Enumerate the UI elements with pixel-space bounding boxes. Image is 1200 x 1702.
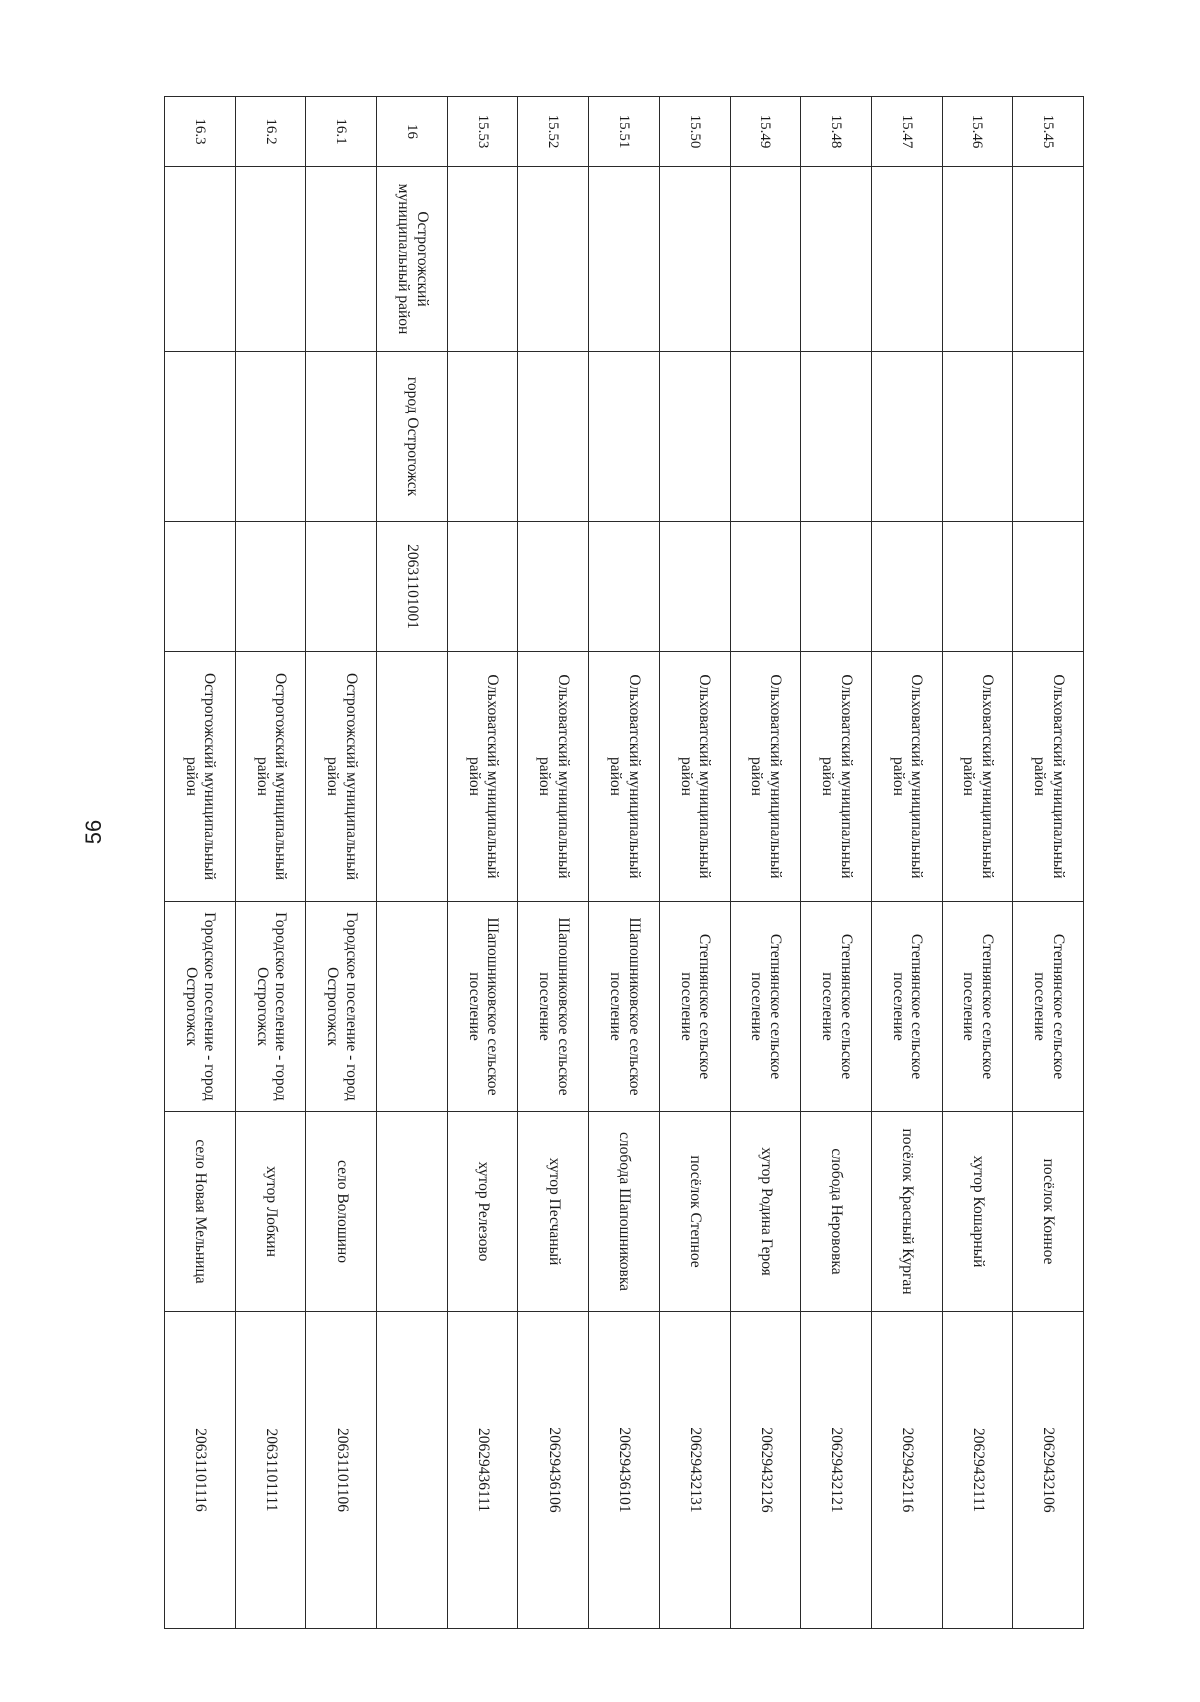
row-number-cell: 16 [377, 97, 448, 167]
locality-code-cell [377, 1312, 448, 1629]
city-code-cell [306, 522, 377, 652]
city-code-cell [518, 522, 589, 652]
municipality-cell: Острогожский муниципальный район [235, 652, 306, 902]
settlement-cell: Степнянское сельское поселение [659, 902, 730, 1112]
municipality-cell [377, 652, 448, 902]
locality-cell: посёлок Красный Курган [871, 1112, 942, 1312]
city-code-cell [659, 522, 730, 652]
table-wrapper [164, 96, 1084, 1628]
city-code-cell [1013, 522, 1084, 652]
row-number-cell: 15.53 [447, 97, 518, 167]
table-row [447, 97, 518, 1629]
city-code-cell [447, 522, 518, 652]
table-row [730, 97, 801, 1629]
table-row [942, 97, 1013, 1629]
locality-cell: слобода Шапошниковка [589, 1112, 660, 1312]
locality-cell: посёлок Конное [1013, 1112, 1084, 1312]
locality-code-cell: 20629436106 [518, 1312, 589, 1629]
locality-code-cell: 20629432116 [871, 1312, 942, 1629]
city-code-cell [871, 522, 942, 652]
table-row [801, 97, 872, 1629]
settlement-cell: Шапошниковское сельское поселение [589, 902, 660, 1112]
locality-cell: хутор Релезово [447, 1112, 518, 1312]
district-cell [871, 167, 942, 352]
row-number-cell: 15.47 [871, 97, 942, 167]
district-cell [306, 167, 377, 352]
locality-cell: село Новая Мельница [165, 1112, 236, 1312]
settlement-cell: Степнянское сельское поселение [942, 902, 1013, 1112]
table-row [165, 97, 236, 1629]
locality-cell: хутор Кошарный [942, 1112, 1013, 1312]
settlement-cell: Степнянское сельское поселение [871, 902, 942, 1112]
locality-cell: слобода Нерововка [801, 1112, 872, 1312]
city-code-cell [801, 522, 872, 652]
municipality-cell: Ольховатский муниципальный район [801, 652, 872, 902]
row-number-cell: 15.48 [801, 97, 872, 167]
settlement-cell: Городское поселение - город Острогожск [165, 902, 236, 1112]
district-cell [447, 167, 518, 352]
city-cell [235, 352, 306, 522]
locality-code-cell: 20631101111 [235, 1312, 306, 1629]
table-row [871, 97, 942, 1629]
row-number-cell: 15.52 [518, 97, 589, 167]
table-rotated-container [164, 96, 1084, 1628]
locality-cell: хутор Лобкин [235, 1112, 306, 1312]
city-code-cell [165, 522, 236, 652]
district-cell [659, 167, 730, 352]
municipality-cell: Ольховатский муниципальный район [730, 652, 801, 902]
district-cell [235, 167, 306, 352]
locality-cell [377, 1112, 448, 1312]
locality-code-cell: 20631101116 [165, 1312, 236, 1629]
municipality-cell: Ольховатский муниципальный район [659, 652, 730, 902]
district-cell [801, 167, 872, 352]
locality-code-cell: 20629436111 [447, 1312, 518, 1629]
municipality-cell: Острогожский муниципальный район [165, 652, 236, 902]
city-cell [518, 352, 589, 522]
city-cell [801, 352, 872, 522]
table-row [659, 97, 730, 1629]
locality-code-cell: 20629436101 [589, 1312, 660, 1629]
row-number-cell: 15.49 [730, 97, 801, 167]
page-number: 56 [81, 819, 106, 845]
city-cell [165, 352, 236, 522]
city-code-cell [235, 522, 306, 652]
table-row [306, 97, 377, 1629]
row-number-cell: 16.1 [306, 97, 377, 167]
city-cell [306, 352, 377, 522]
settlements-table [164, 96, 1084, 1629]
settlement-cell: Шапошниковское сельское поселение [447, 902, 518, 1112]
table-body [165, 97, 1084, 1629]
locality-code-cell: 20629432121 [801, 1312, 872, 1629]
district-cell [518, 167, 589, 352]
city-code-cell [589, 522, 660, 652]
settlement-cell [377, 902, 448, 1112]
municipality-cell: Ольховатский муниципальный район [518, 652, 589, 902]
table-row [1013, 97, 1084, 1629]
city-code-cell [942, 522, 1013, 652]
city-cell [1013, 352, 1084, 522]
locality-code-cell: 20629432111 [942, 1312, 1013, 1629]
table-row [589, 97, 660, 1629]
municipality-cell: Ольховатский муниципальный район [871, 652, 942, 902]
district-cell [730, 167, 801, 352]
locality-code-cell: 20631101106 [306, 1312, 377, 1629]
table-row [518, 97, 589, 1629]
city-cell [659, 352, 730, 522]
row-number-cell: 15.45 [1013, 97, 1084, 167]
district-cell: Острогожский муниципальный район [377, 167, 448, 352]
city-code-cell [730, 522, 801, 652]
district-cell [165, 167, 236, 352]
settlement-cell: Степнянское сельское поселение [1013, 902, 1084, 1112]
row-number-cell: 15.46 [942, 97, 1013, 167]
district-cell [589, 167, 660, 352]
locality-cell: село Волошино [306, 1112, 377, 1312]
settlement-cell: Городское поселение - город Острогожск [306, 902, 377, 1112]
locality-cell: хутор Родина Героя [730, 1112, 801, 1312]
settlement-cell: Городское поселение - город Острогожск [235, 902, 306, 1112]
district-cell [1013, 167, 1084, 352]
municipality-cell: Ольховатский муниципальный район [447, 652, 518, 902]
settlement-cell: Степнянское сельское поселение [730, 902, 801, 1112]
city-cell [589, 352, 660, 522]
municipality-cell: Ольховатский муниципальный район [1013, 652, 1084, 902]
settlement-cell: Степнянское сельское поселение [801, 902, 872, 1112]
locality-code-cell: 20629432131 [659, 1312, 730, 1629]
city-cell [871, 352, 942, 522]
city-cell [447, 352, 518, 522]
row-number-cell: 15.51 [589, 97, 660, 167]
table-row [235, 97, 306, 1629]
district-cell [942, 167, 1013, 352]
row-number-cell: 15.50 [659, 97, 730, 167]
municipality-cell: Ольховатский муниципальный район [589, 652, 660, 902]
city-code-cell: 20631101001 [377, 522, 448, 652]
locality-cell: хутор Песчаный [518, 1112, 589, 1312]
locality-code-cell: 20629432106 [1013, 1312, 1084, 1629]
row-number-cell: 16.2 [235, 97, 306, 167]
settlement-cell: Шапошниковское сельское поселение [518, 902, 589, 1112]
locality-cell: посёлок Степное [659, 1112, 730, 1312]
city-cell [942, 352, 1013, 522]
locality-code-cell: 20629432126 [730, 1312, 801, 1629]
city-cell [730, 352, 801, 522]
table-row [377, 97, 448, 1629]
municipality-cell: Острогожский муниципальный район [306, 652, 377, 902]
row-number-cell: 16.3 [165, 97, 236, 167]
city-cell: город Острогожск [377, 352, 448, 522]
municipality-cell: Ольховатский муниципальный район [942, 652, 1013, 902]
